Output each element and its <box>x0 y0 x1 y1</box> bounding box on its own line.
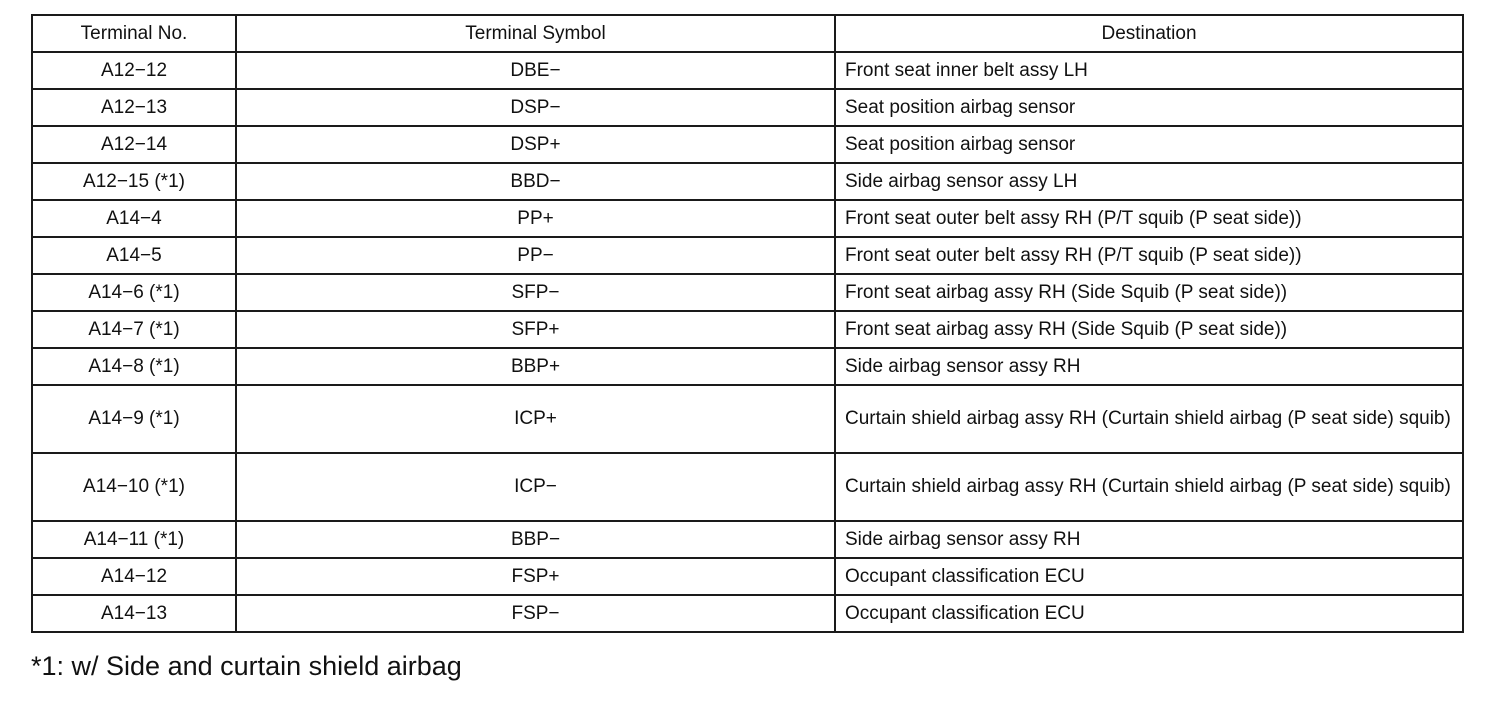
destination-cell: Front seat outer belt assy RH (P/T squib (P seat side)) <box>835 237 1463 274</box>
destination-cell: Side airbag sensor assy RH <box>835 348 1463 385</box>
terminal-symbol-cell: SFP− <box>236 274 835 311</box>
terminal-no-cell: A12−12 <box>32 52 236 89</box>
destination-cell: Seat position airbag sensor <box>835 126 1463 163</box>
terminal-symbol-cell: PP+ <box>236 200 835 237</box>
destination-cell: Occupant classification ECU <box>835 558 1463 595</box>
terminal-table <box>31 14 1464 633</box>
terminal-no-cell: A14−12 <box>32 558 236 595</box>
terminal-symbol-cell: DSP− <box>236 89 835 126</box>
destination-cell: Curtain shield airbag assy RH (Curtain shield airbag (P seat side) squib) <box>835 453 1463 521</box>
terminal-symbol-cell: PP− <box>236 237 835 274</box>
terminal-symbol-cell: BBP− <box>236 521 835 558</box>
destination-cell: Side airbag sensor assy LH <box>835 163 1463 200</box>
destination-cell: Curtain shield airbag assy RH (Curtain shield airbag (P seat side) squib) <box>835 385 1463 453</box>
terminal-symbol-cell: BBP+ <box>236 348 835 385</box>
table-row <box>32 126 1463 163</box>
destination-cell: Front seat outer belt assy RH (P/T squib (P seat side)) <box>835 200 1463 237</box>
terminal-no-cell: A12−15 (*1) <box>32 163 236 200</box>
terminal-no-cell: A14−8 (*1) <box>32 348 236 385</box>
table-row <box>32 521 1463 558</box>
destination-cell: Seat position airbag sensor <box>835 89 1463 126</box>
table-row <box>32 385 1463 453</box>
destination-cell: Front seat airbag assy RH (Side Squib (P seat side)) <box>835 274 1463 311</box>
destination-cell: Occupant classification ECU <box>835 595 1463 632</box>
table-row <box>32 237 1463 274</box>
table-row <box>32 200 1463 237</box>
terminal-no-cell: A14−7 (*1) <box>32 311 236 348</box>
destination-cell: Front seat airbag assy RH (Side Squib (P seat side)) <box>835 311 1463 348</box>
terminal-no-cell: A12−13 <box>32 89 236 126</box>
terminal-no-cell: A14−13 <box>32 595 236 632</box>
terminal-symbol-cell: ICP+ <box>236 385 835 453</box>
terminal-no-cell: A14−5 <box>32 237 236 274</box>
header-destination: Destination <box>835 15 1463 52</box>
terminal-no-cell: A14−10 (*1) <box>32 453 236 521</box>
destination-cell: Front seat inner belt assy LH <box>835 52 1463 89</box>
table-row <box>32 311 1463 348</box>
table-row <box>32 348 1463 385</box>
table-row <box>32 52 1463 89</box>
footnote: *1: w/ Side and curtain shield airbag <box>31 651 462 681</box>
terminal-no-cell: A14−6 (*1) <box>32 274 236 311</box>
terminal-symbol-cell: DSP+ <box>236 126 835 163</box>
table-row <box>32 163 1463 200</box>
terminal-symbol-cell: FSP− <box>236 595 835 632</box>
terminal-symbol-cell: SFP+ <box>236 311 835 348</box>
terminal-symbol-cell: BBD− <box>236 163 835 200</box>
table-row <box>32 274 1463 311</box>
terminal-no-cell: A12−14 <box>32 126 236 163</box>
table-row <box>32 89 1463 126</box>
table-row <box>32 453 1463 521</box>
header-terminal-symbol: Terminal Symbol <box>236 15 835 52</box>
destination-cell: Side airbag sensor assy RH <box>835 521 1463 558</box>
table-row <box>32 558 1463 595</box>
terminal-no-cell: A14−4 <box>32 200 236 237</box>
terminal-no-cell: A14−11 (*1) <box>32 521 236 558</box>
terminal-symbol-cell: DBE− <box>236 52 835 89</box>
terminal-no-cell: A14−9 (*1) <box>32 385 236 453</box>
header-terminal-no: Terminal No. <box>32 15 236 52</box>
terminal-symbol-cell: FSP+ <box>236 558 835 595</box>
header-row <box>32 15 1463 52</box>
terminal-symbol-cell: ICP− <box>236 453 835 521</box>
table-row <box>32 595 1463 632</box>
